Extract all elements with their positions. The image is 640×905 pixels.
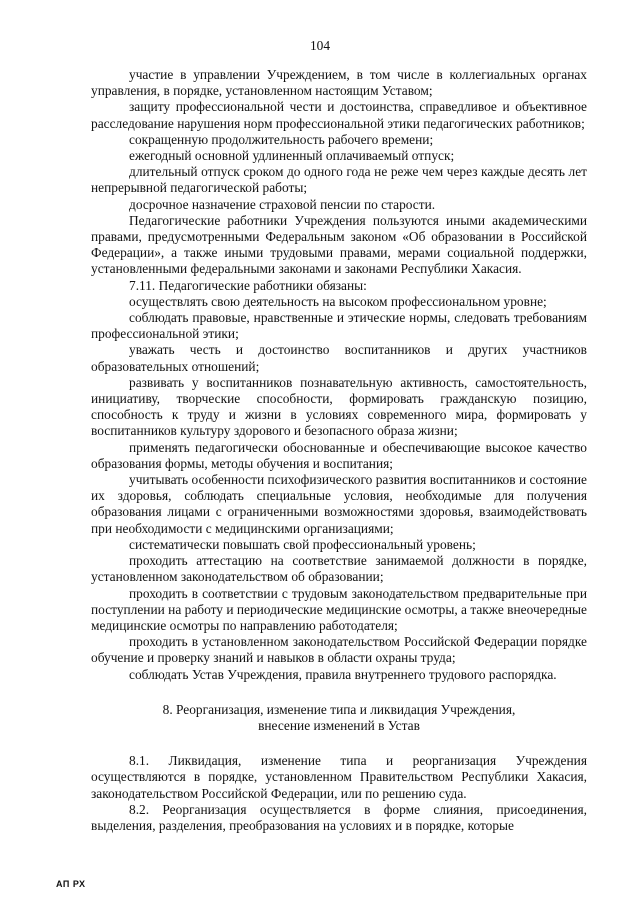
footer-stamp-mark: АП РХ (56, 879, 86, 889)
paragraph: 8.2. Реорганизация осуществляется в форме слияния, присоединения, выделения, разделения, преобразования на условиях и в порядке, которые (91, 801, 587, 833)
paragraph: проходить в соответствии с трудовым законодательством предварительные при поступлении на работу и периодические медицинские осмотры, а также внеочередные медицинские осмотры по направлению работодателя; (91, 585, 587, 633)
paragraph: сокращенную продолжительность рабочего времени; (129, 131, 434, 147)
section-heading-line-2: внесение изменений в Устав (258, 717, 420, 733)
paragraph: 8.1. Ликвидация, изменение типа и реорганизация Учреждения осуществляются в порядке, установленном Правительством Республики Хакасия, законодательством Российской Федерации, или по решению суда. (91, 753, 587, 801)
paragraph: применять педагогически обоснованные и обеспечивающие высокое качество образования формы, методы обучения и воспитания; (91, 439, 587, 471)
paragraph: осуществлять свою деятельность на высоком профессиональном уровне; (129, 293, 547, 309)
paragraph: участие в управлении Учреждением, в том числе в коллегиальных органах управления, в порядке, установленном настоящим Уставом; (91, 67, 587, 99)
section-heading-line-1: 8. Реорганизация, изменение типа и ликвидация Учреждения, (162, 701, 516, 717)
paragraph: ежегодный основной удлиненный оплачиваемый отпуск; (129, 148, 455, 164)
paragraph: учитывать особенности психофизического развития воспитанников и состояние их здоровья, соблюдать специальные условия, необходимые для получения образования лицами с ограниченными возможностями здоровья, взаимодействовать при необходимости с медицинскими организациями; (91, 472, 587, 536)
paragraph: защиту профессиональной чести и достоинства, справедливое и объективное расследование нарушения норм профессиональной этики педагогических работников; (91, 99, 587, 131)
paragraph: длительный отпуск сроком до одного года не реже чем через каждые десять лет непрерывной педагогической работы; (91, 164, 587, 196)
section-heading (91, 702, 587, 734)
document-body (91, 67, 587, 834)
paragraph: Педагогические работники Учреждения пользуются иными академическими правами, предусмотренными Федеральным законом «Об образовании в Российской Федерации», а также иными трудовыми правами, мерами социальной поддержки, установленными федеральными законами и законами Республики Хакасия. (91, 212, 587, 277)
paragraph: соблюдать Устав Учреждения, правила внутреннего трудового распорядка. (129, 666, 557, 682)
page-number: 104 (309, 38, 331, 53)
paragraph: систематически повышать свой профессиональный уровень; (129, 536, 476, 552)
paragraph: соблюдать правовые, нравственные и этические нормы, следовать требованиям профессиональной этики; (91, 310, 587, 342)
paragraph: 7.11. Педагогические работники обязаны: (129, 277, 367, 293)
paragraph: уважать честь и достоинство воспитанников и других участников образовательных отношений; (91, 342, 587, 374)
paragraph: проходить в установленном законодательством Российской Федерации порядке обучение и проверку знаний и навыков в области охраны труда; (91, 634, 587, 666)
paragraph: проходить аттестацию на соответствие занимаемой должности в порядке, установленном законодательством об образовании; (91, 553, 587, 585)
paragraph: развивать у воспитанников познавательную активность, самостоятельность, инициативу, творческие способности, формировать гражданскую позицию, способность к труду и жизни в условиях современного мира, формировать у воспитанников культуру здорового и безопасного образа жизни; (91, 374, 587, 439)
paragraph: досрочное назначение страховой пенсии по старости. (129, 196, 436, 212)
